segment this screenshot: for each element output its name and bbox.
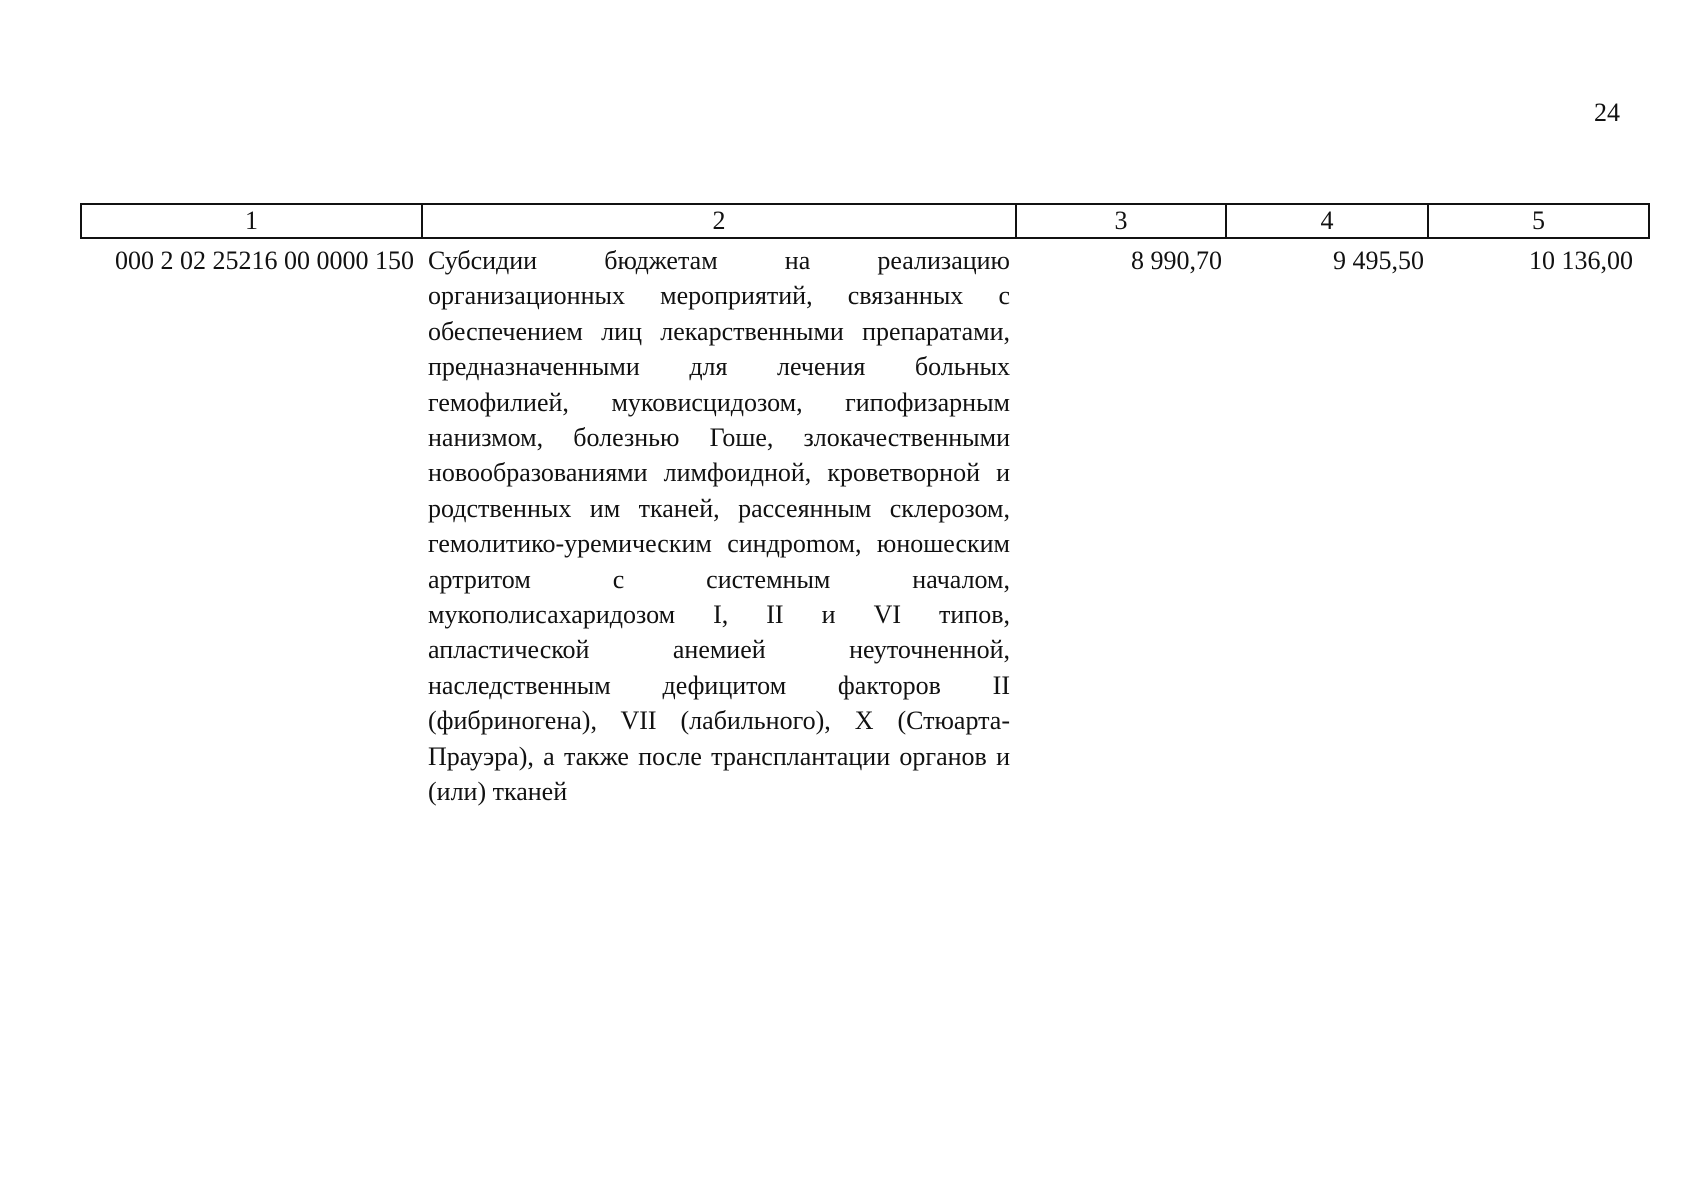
column-header-1: 1 [81,204,422,238]
amount-column-5: 10 136,00 [1529,246,1633,275]
amount-column-4: 9 495,50 [1333,246,1424,275]
column-header-3: 3 [1016,204,1226,238]
page-number: 24 [1594,98,1620,127]
table-row [81,238,1649,811]
column-header-4: 4 [1226,204,1428,238]
amount-column-3: 8 990,70 [1131,246,1222,275]
income-description: Субсидии бюджетам на реализацию организационных мероприятий, связанных с обеспечением лиц лекарственными препаратами, предназначенными для лечения больных гемофилией, муковисцидозом, гипофизарным нанизмом, болезнью Гоше, злокачественными новообразованиями лимфоидной, кроветворной и родственных им тканей, рассеянным склерозом, гемолитико-уремическим синдроmом, юношеским артритом с системным началом, мукополисахаридозом I, II и VI типов, апластической анемией неуточненной, наследственным дефицитом факторов II (фибриногена), VII (лабильного), X (Стюарта-Прауэра), а также после трансплантации органов и (или) тканей [428,246,1010,807]
column-header-2: 2 [422,204,1016,238]
budget-classification-code: 000 2 02 25216 00 0000 150 [115,246,414,275]
budget-table [80,203,1650,811]
table-header-row [81,204,1649,238]
column-header-5: 5 [1428,204,1649,238]
